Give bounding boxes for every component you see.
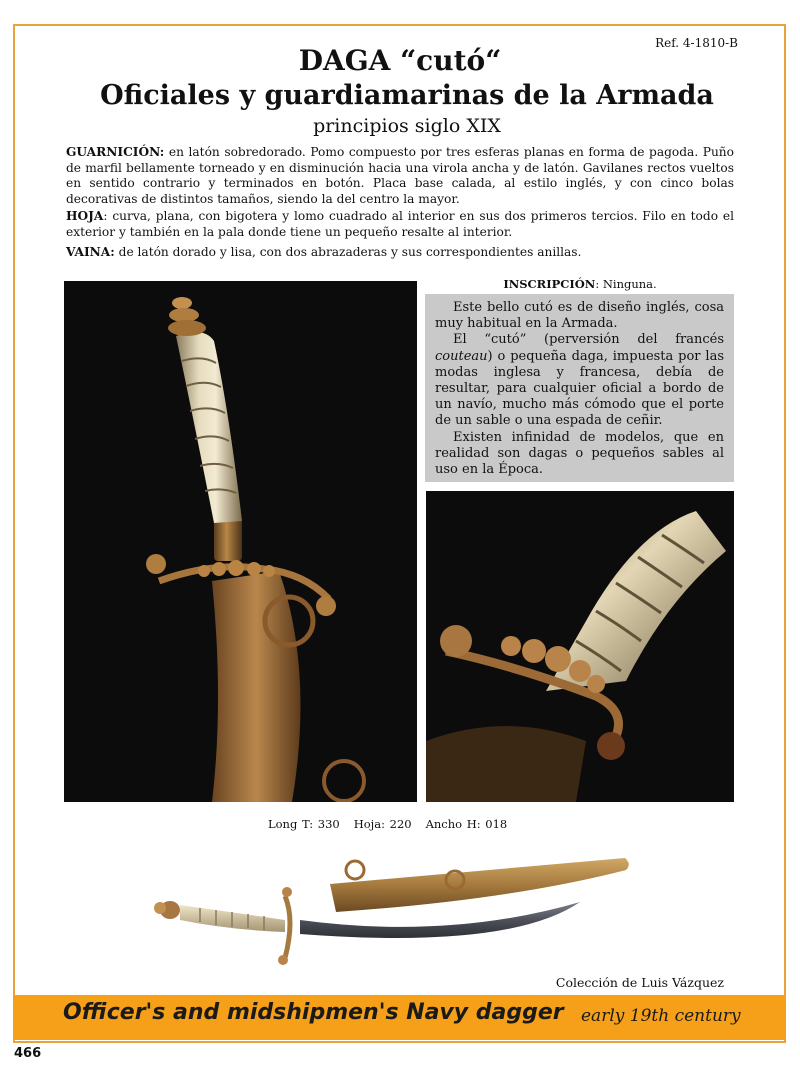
note-p2-end: ) o pequeña daga, impuesta por las modas inglesa y francesa, debía de resultar, para cualquier oficial a bordo de un navío, mucho más cómodo que el porte de un sable o una espada de ceñir. xyxy=(435,348,724,429)
history-note-box xyxy=(425,294,734,482)
vaina-label: VAINA: xyxy=(66,244,115,259)
dagger-photo-closeup-illustration xyxy=(426,491,734,802)
note-paragraph-2 xyxy=(435,332,724,429)
reference-number: Ref. 4-1810-B xyxy=(655,36,738,50)
dagger-full-photo xyxy=(150,850,640,975)
note-p2-emphasis: couteau xyxy=(435,348,488,364)
dagger-photo-main-illustration xyxy=(64,281,417,802)
english-subtitle: early 19th century xyxy=(581,1006,741,1026)
english-title-banner xyxy=(13,995,786,1040)
guarnicion-label: GUARNICIÓN: xyxy=(66,145,165,159)
collection-credit: Colección de Luis Vázquez xyxy=(555,975,724,990)
dagger-photo-closeup xyxy=(426,491,734,802)
guarnicion-paragraph xyxy=(66,145,734,207)
note-paragraph-1: Este bello cutó es de diseño inglés, cosa muy habitual en la Armada. xyxy=(435,300,724,332)
width-h: Ancho H: 018 xyxy=(425,817,508,831)
page-title: DAGA “cutó“ xyxy=(298,44,502,77)
page-number: 466 xyxy=(14,1046,42,1061)
blade-length: Hoja: 220 xyxy=(353,817,412,831)
inscription-value: : Ninguna. xyxy=(595,277,657,291)
hoja-text: : curva, plana, con bigotera y lomo cuadrado al interior en sus dos primeros tercios. Filo en todo el exterior y también en la pala donde tiene un pequeño resalte al interior. xyxy=(66,209,734,239)
guarnicion-text: en latón sobredorado. Pomo compuesto por tres esferas planas en forma de pagoda. Puño de marfil bellamente torneado y en disminución hacia una virola ancha y de latón. Gavilanes rectos vueltos en sentido contrario y terminados en botón. Placa base calada, al estilo inglés, y con cinco bolas decorativas de distintos tamaños, siendo la del centro la mayor. xyxy=(66,145,734,206)
dagger-full-illustration xyxy=(150,850,640,975)
page-title-line2: Oficiales y guardiamarinas de la Armada xyxy=(100,80,714,111)
dagger-photo-main xyxy=(64,281,417,802)
note-p2-start: El “cutó” (perversión del francés xyxy=(453,332,724,348)
vaina-text: de latón dorado y lisa, con dos abrazaderas y sus correspondientes anillas. xyxy=(114,244,582,259)
hoja-label: HOJA xyxy=(66,209,104,224)
inscription-label: INSCRIPCIÓN xyxy=(503,277,596,291)
dimensions-line xyxy=(268,817,521,831)
length-total: Long T: 330 xyxy=(268,817,340,831)
description-block xyxy=(66,145,734,262)
inscription-line xyxy=(430,277,730,291)
vaina-paragraph xyxy=(66,245,734,261)
page-subtitle: principios siglo XIX xyxy=(313,115,501,137)
hoja-paragraph xyxy=(66,209,734,240)
note-paragraph-3: Existen infinidad de modelos, que en realidad son dagas o pequeños sables al uso en la Época. xyxy=(435,429,724,478)
english-title: Officer's and midshipmen's Navy dagger xyxy=(63,1000,564,1025)
